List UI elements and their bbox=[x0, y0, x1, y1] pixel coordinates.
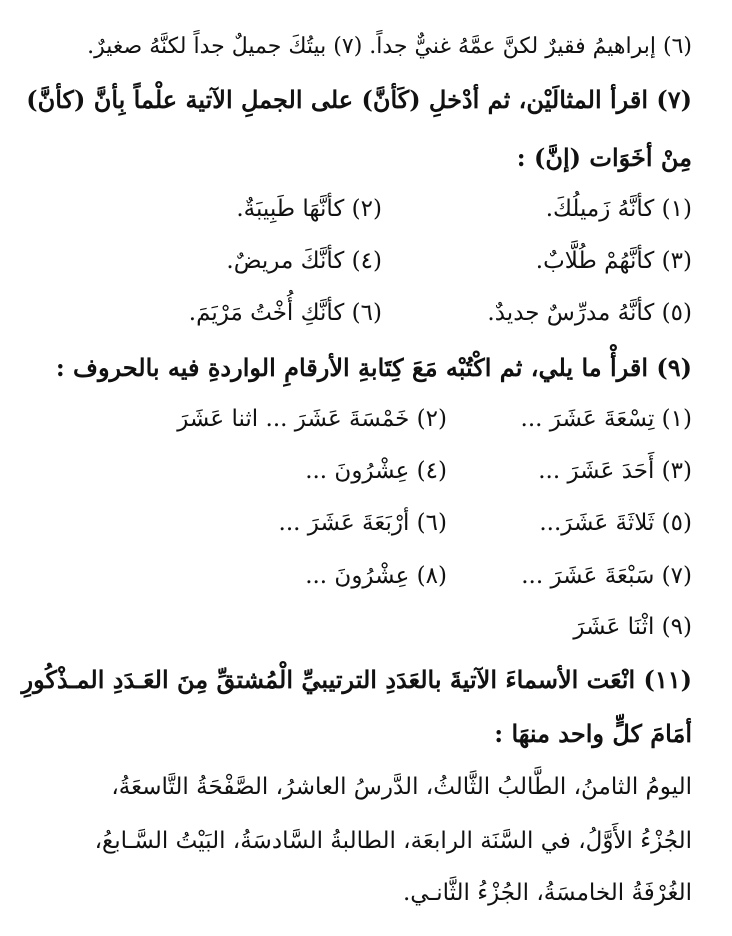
exercise-7-item-4: (٤) كأنَّكَ مريضٌ. bbox=[226, 248, 382, 274]
exercise-7-item-2: (٢) كأنَّهَا طَبِيبَةٌ. bbox=[236, 196, 382, 222]
exercise-9-item-3: (٣) أَحَدَ عَشَرَ ... bbox=[538, 458, 692, 484]
exercise-7-heading-line-2: مِنْ أخَوَات (إنَّ) : bbox=[516, 143, 692, 172]
exercise-6-7-sentences: (٦) إبراهيمُ فقيرٌ لكنَّ عمَّهُ غنيٌّ جداً. (٧) بيتُكَ جميلٌ جداً لكنَّهُ صغيرٌ. bbox=[87, 34, 692, 59]
exercise-9-heading: (٩) اقرأْ ما يلي، ثم اكْتُبْه مَعَ كِتَابةِ الأرقامِ الواردةِ فيه بالحروف : bbox=[55, 353, 692, 382]
exercise-11-heading-line-2: أمَامَ كلٍّ واحد منهَا : bbox=[494, 719, 692, 748]
exercise-7-item-5: (٥) كأنَّهُ مدرِّسٌ جديدٌ. bbox=[487, 300, 692, 326]
exercise-9-item-9: (٩) اثْنَا عَشَرَ bbox=[573, 614, 692, 640]
exercise-7-item-1: (١) كأنَّهُ زَميلُكَ. bbox=[545, 196, 692, 222]
exercise-9-item-6: (٦) أرْبَعَةَ عَشَرَ ... bbox=[278, 510, 447, 536]
exercise-11-heading-line-1: (١١) انْعَت الأسماءَ الآتيةَ بالعَدَدِ الترتيبيِّ الْمُشتقِّ مِنَ العَـدَدِ المـذْكُورِ bbox=[21, 665, 692, 694]
exercise-11-body-line-3: الغُرْفَةُ الخامسَةُ، الجُزْءُ الثَّانـي. bbox=[402, 880, 692, 906]
exercise-7-heading-line-1: (٧) اقرأ المثالَيْن، ثم أدْخلِ (كَأنَّ) على الجملِ الآتية علْماً بِأنَّ (كأنَّ) bbox=[26, 85, 692, 114]
exercise-9-item-1: (١) تِسْعَةَ عَشَرَ ... bbox=[520, 406, 692, 432]
exercise-9-item-7: (٧) سَبْعَةَ عَشَرَ ... bbox=[521, 563, 692, 589]
exercise-11-body-line-1: اليومُ الثامنُ، الطَّالبُ الثَّالثُ، الدَّرسُ العاشرُ، الصَّفْحَةُ التَّاسعَةُ، bbox=[111, 774, 692, 800]
exercise-9-item-5: (٥) ثَلاثَةَ عَشَرَ... bbox=[539, 510, 692, 536]
exercise-7-item-3: (٣) كأنَّهُمْ طُلَّابٌ. bbox=[535, 248, 692, 274]
exercise-9-item-4: (٤) عِشْرُونَ ... bbox=[305, 458, 447, 484]
exercise-9-item-2: (٢) خَمْسَةَ عَشَرَ ... اثنا عَشَرَ bbox=[177, 406, 447, 432]
exercise-7-item-6: (٦) كأنَّكِ أُخْتُ مَرْيَمَ. bbox=[188, 300, 382, 326]
exercise-9-item-8: (٨) عِشْرُونَ ... bbox=[305, 563, 447, 589]
exercise-11-body-line-2: الجُزْءُ الأَوَّلُ، في السَّنَة الرابعَة، الطالبةُ السَّادسَةُ، البَيْتُ السَّـابعُ، bbox=[94, 828, 692, 854]
